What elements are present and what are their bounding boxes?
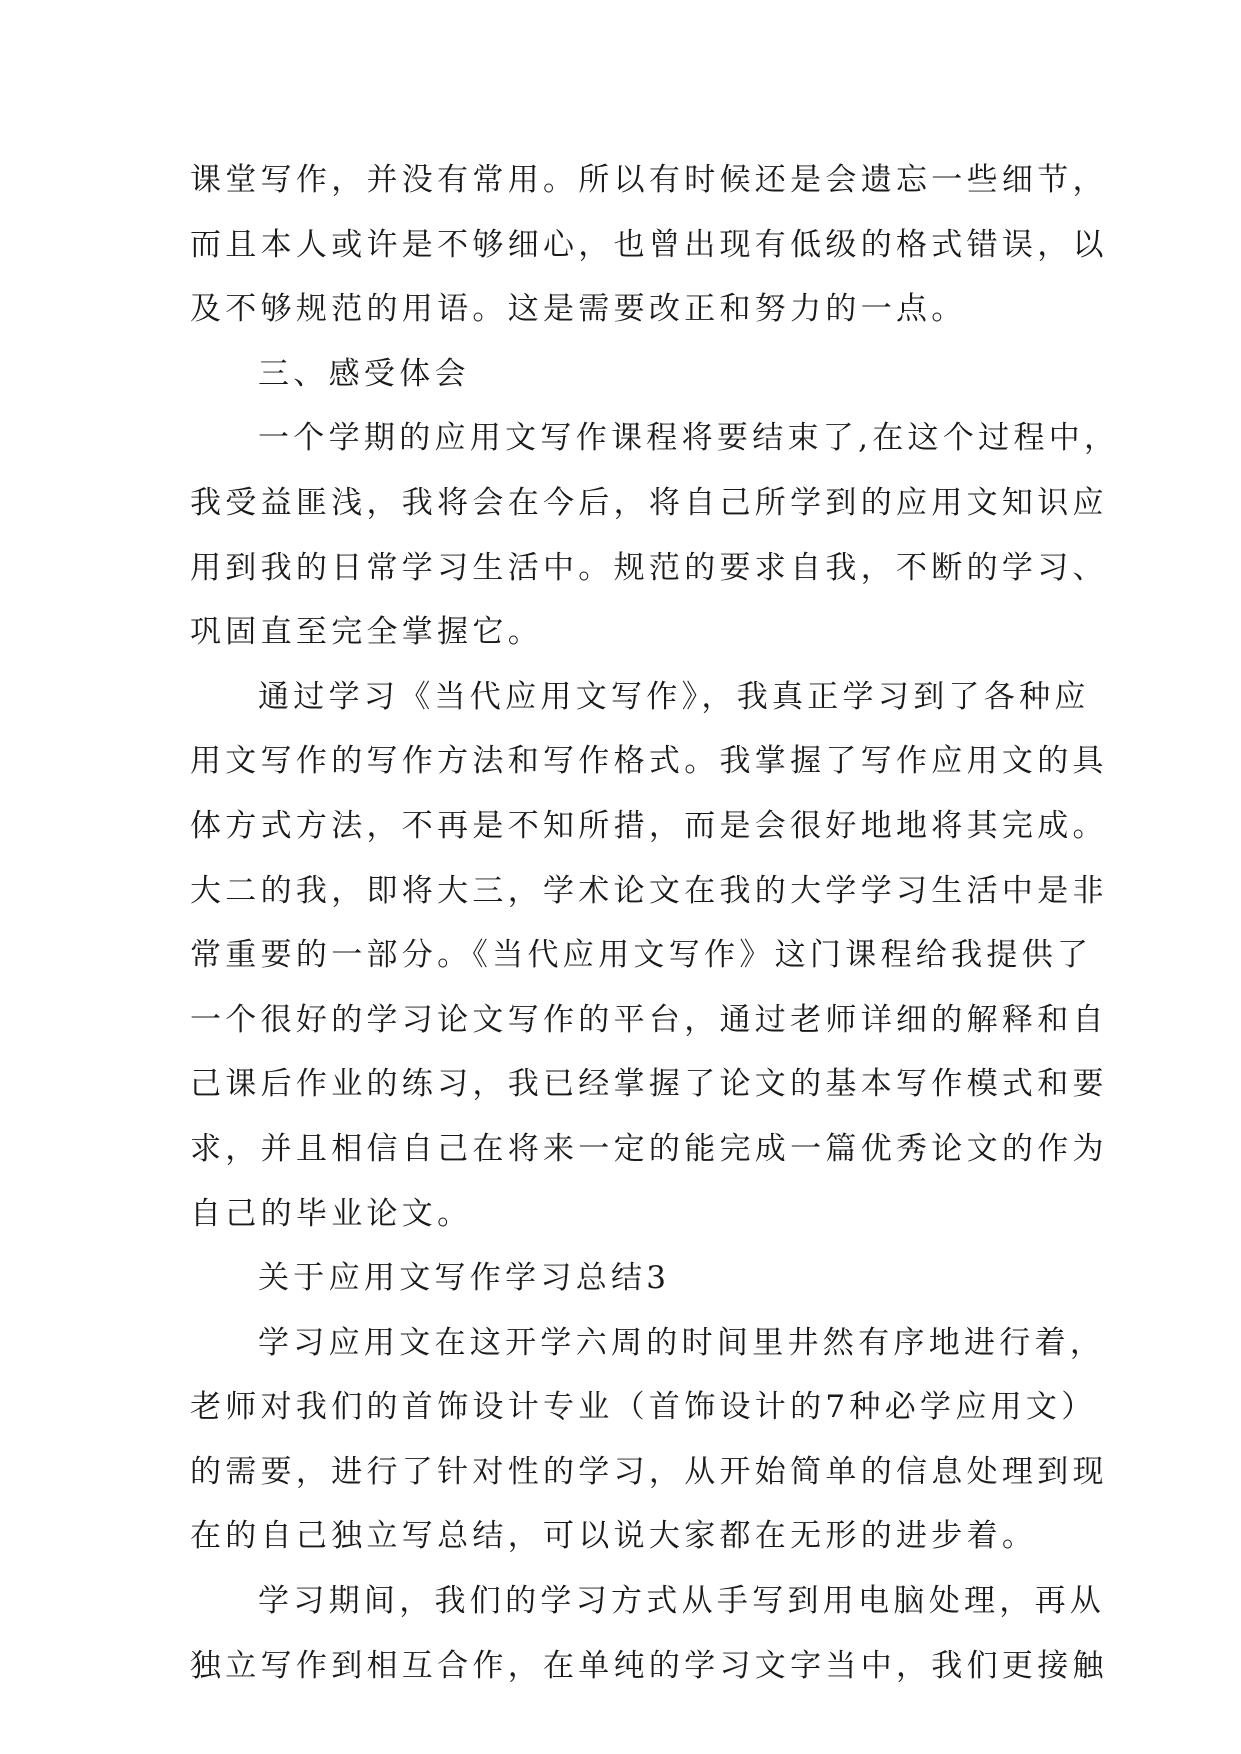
section-title: 关于应用文写作学习总结3 (258, 1260, 671, 1297)
text-line: 体方式方法，不再是不知所措，而是会很好地地将其完成。 (190, 807, 1108, 844)
text-line: 学习应用文在这开学六周的时间里井然有序地进行着， (258, 1324, 1106, 1361)
text-line: 常重要的一部分。《当代应用文写作》这门课程给我提供了 (190, 937, 1093, 974)
text-line: 在的自己独立写总结，可以说大家都在无形的进步着。 (190, 1518, 1038, 1555)
section-heading: 三、感受体会 (258, 355, 470, 392)
text-line: 学习期间，我们的学习方式从手写到用电脑处理，再从 (258, 1583, 1106, 1620)
text-line: 我受益匪浅，我将会在今后，将自己所学到的应用文知识应 (190, 484, 1108, 521)
text-line: 独立写作到相互合作，在单纯的学习文字当中，我们更接触 (190, 1647, 1108, 1684)
text-line: 己课后作业的练习，我已经掌握了论文的基本写作模式和要 (190, 1066, 1108, 1103)
text-line: 课堂写作，并没有常用。所以有时候还是会遗忘一些细节， (190, 162, 1108, 198)
text-line: 用文写作的写作方法和写作格式。我掌握了写作应用文的具 (190, 743, 1108, 780)
text-line: 及不够规范的用语。这是需要改正和努力的一点。 (190, 291, 967, 328)
text-line: 而且本人或许是不够细心，也曾出现有低级的格式错误，以 (190, 226, 1108, 263)
text-line: 一个学期的应用文写作课程将要结束了,在这个过程中， (258, 420, 1120, 457)
text-line: 大二的我，即将大三，学术论文在我的大学学习生活中是非 (190, 872, 1108, 909)
text-line: 用到我的日常学习生活中。规范的要求自我，不断的学习、 (190, 549, 1108, 586)
text-line: 一个很好的学习论文写作的平台，通过老师详细的解释和自 (190, 1001, 1108, 1038)
text-line: 求，并且相信自己在将来一定的能完成一篇优秀论文的作为 (190, 1130, 1108, 1167)
text-line: 的需要，进行了针对性的学习，从开始简单的信息处理到现 (190, 1453, 1108, 1490)
document-body (190, 148, 1120, 1698)
text-line: 巩固直至完全掌握它。 (190, 614, 543, 651)
text-line: 老师对我们的首饰设计专业（首饰设计的7种必学应用文） (190, 1389, 1097, 1426)
text-line: 通过学习《当代应用文写作》，我真正学习到了各种应 (258, 678, 1090, 715)
text-line: 自己的毕业论文。 (190, 1195, 473, 1232)
